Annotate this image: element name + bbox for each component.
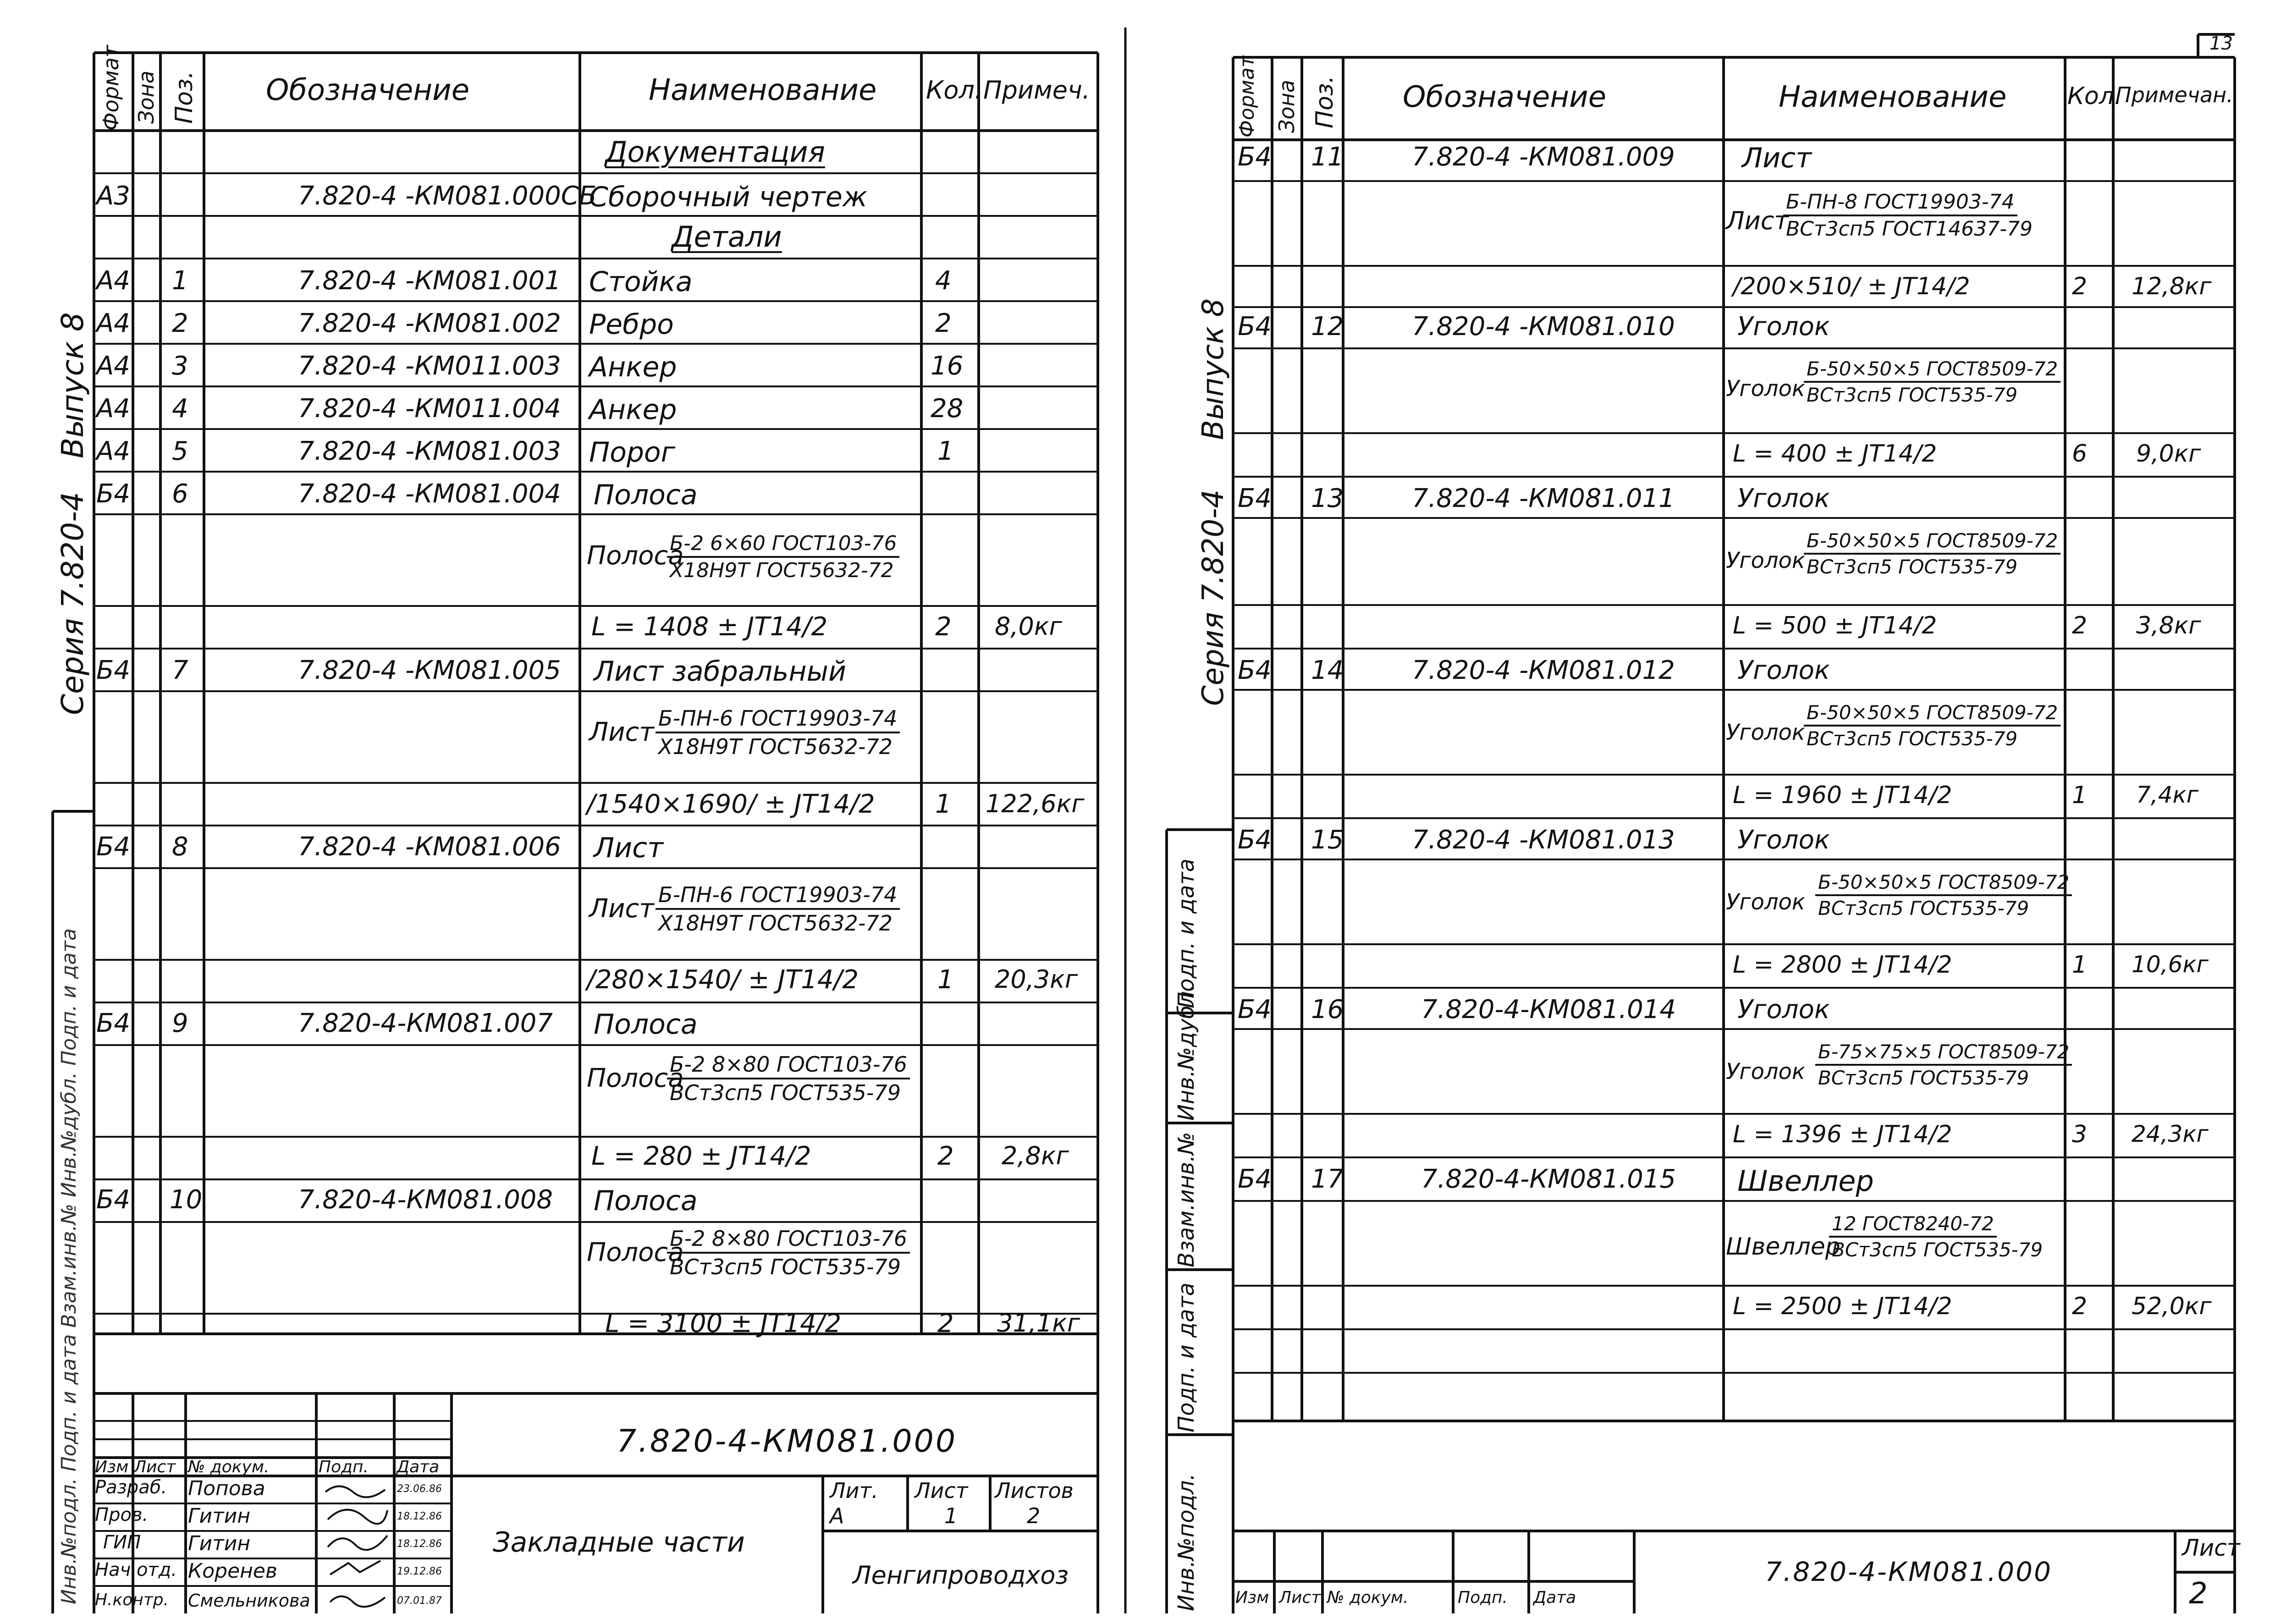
table-row-qty: 1: [937, 436, 954, 466]
table-row-designation: 7.820-4 -КМ081.003: [298, 436, 561, 466]
material-prefix: Уголок: [1726, 376, 1805, 402]
table-row-format: Б4: [1238, 655, 1272, 685]
table-row-name: Лист: [594, 832, 664, 864]
table-row-name: Уголок: [1737, 484, 1830, 513]
date: 23.06.86: [397, 1483, 442, 1495]
table-row-format: А4: [96, 436, 130, 466]
material-spec: Б-2 8×80 ГОСТ103-76 ВСт3сп5 ГОСТ535-79: [667, 1226, 910, 1279]
col-podp: Подп.: [1458, 1588, 1508, 1607]
header-zone: Зона: [1274, 80, 1299, 133]
header-name: Наименование: [1779, 80, 2007, 114]
header-pos: Поз.: [1311, 75, 1339, 128]
table-row-format: Б4: [1238, 995, 1272, 1024]
table-row-designation: 7.820-4 -КМ081.004: [298, 479, 561, 509]
table-row-designation: 7.820-4 -КМ011.004: [298, 394, 561, 424]
table-row-pos: 7: [172, 655, 188, 685]
material-note: 7,4кг: [2136, 782, 2198, 808]
table-row-designation: 7.820-4 -КМ081.012: [1412, 655, 1675, 685]
table-row-pos: 11: [1311, 142, 1344, 172]
table-row-designation: 7.820-4 -КМ081.005: [298, 655, 561, 685]
table-row-designation: 7.820-4-КМ081.008: [298, 1185, 553, 1215]
material-size: L = 500 ± ЈТ14/2: [1733, 612, 1937, 639]
person: Смельникова: [188, 1591, 310, 1611]
table-row-name: Лист: [1742, 142, 1812, 174]
material-size: /200×510/ ± ЈТ14/2: [1733, 273, 1970, 300]
material-prefix: Лист: [589, 717, 654, 747]
side-seria: Серия 7.820-4: [1196, 489, 1230, 706]
material-note: 52,0кг: [2132, 1293, 2212, 1320]
material-size: L = 2800 ± ЈТ14/2: [1733, 951, 1952, 979]
table-row-designation: 7.820-4 -КМ081.001: [298, 266, 561, 296]
material-qty: 2: [937, 1141, 954, 1171]
material-note: 122,6кг: [986, 789, 1085, 818]
col-izm: Изм: [95, 1458, 129, 1476]
col-podp: Подп.: [319, 1458, 369, 1476]
material-note: 24,3кг: [2132, 1121, 2209, 1147]
margin-stamp: Инв.№подл. Подп. и дата Взам.инв.№ Инв.№дубл. Подп. и дата: [57, 928, 81, 1604]
stamp-vzam-inv: Взам.инв.№: [1174, 1132, 1199, 1267]
table-row-format: Б4: [1238, 825, 1272, 855]
material-spec: 12 ГОСТ8240-72 ВСт3сп5 ГОСТ535-79: [1829, 1212, 2045, 1261]
table-row-name: Анкер: [589, 351, 677, 383]
material-prefix: Уголок: [1726, 548, 1805, 573]
table-row-pos: 10: [170, 1185, 203, 1215]
header-pos: Поз.: [171, 71, 198, 124]
material-qty: 2: [935, 612, 952, 642]
signatures: [321, 1478, 392, 1611]
table-row-qty: 16: [931, 351, 964, 381]
table-row-designation: 7.820-4-КМ081.014: [1421, 995, 1676, 1024]
table-row-format: А4: [96, 351, 130, 381]
material-qty: 1: [2072, 782, 2088, 809]
table-row-designation: 7.820-4 -КМ081.002: [298, 308, 561, 338]
list-label: Лист: [2182, 1535, 2240, 1561]
doc-title: Закладные части: [493, 1526, 745, 1558]
table-row-name: Ребро: [589, 308, 674, 341]
material-prefix: Уголок: [1726, 720, 1805, 745]
table-row-name: Швеллер: [1737, 1164, 1874, 1198]
material-size: L = 1408 ± ЈТ14/2: [591, 612, 828, 642]
material-spec: Б-75×75×5 ГОСТ8509-72 ВСт3сп5 ГОСТ535-79: [1815, 1040, 2072, 1089]
col-ndok: № докум.: [188, 1458, 270, 1476]
table-row-name: Уголок: [1737, 995, 1830, 1024]
table-row-qty: 4: [935, 266, 952, 296]
table-row-designation: 7.820-4-КМ081.015: [1421, 1164, 1676, 1194]
date: 18.12.86: [397, 1511, 442, 1522]
table-row-pos: 6: [172, 479, 188, 509]
table-row-designation: 7.820-4 -КМ081.013: [1412, 825, 1675, 855]
person: Попова: [188, 1477, 265, 1500]
section-documentation: Документация: [605, 135, 825, 169]
material-spec: Б-2 8×80 ГОСТ103-76 ВСт3сп5 ГОСТ535-79: [667, 1052, 910, 1105]
org-name: Ленгипроводхоз: [853, 1561, 1069, 1590]
table-row-name: Сборочный чертеж: [589, 181, 867, 213]
table-row-format: А4: [96, 394, 130, 424]
col-izm: Изм: [1235, 1588, 1269, 1607]
col-list: Лист: [1279, 1588, 1321, 1607]
material-prefix: Уголок: [1726, 889, 1805, 915]
material-qty: 2: [2072, 273, 2088, 300]
table-row-pos: 8: [172, 832, 188, 862]
table-row-format: Б4: [96, 832, 131, 862]
material-size: /280×1540/ ± ЈТ14/2: [587, 965, 859, 995]
material-note: 9,0кг: [2136, 440, 2201, 468]
date: 19.12.86: [397, 1566, 442, 1577]
role: Пров.: [95, 1504, 149, 1525]
material-spec: Б-50×50×5 ГОСТ8509-72 ВСт3сп5 ГОСТ535-79: [1804, 701, 2061, 750]
material-qty: 2: [2072, 1293, 2088, 1320]
table-row-name: Полоса: [594, 1185, 698, 1217]
table-row-name: Полоса: [594, 1008, 698, 1040]
table-row-pos: 13: [1311, 484, 1344, 513]
person: Гитин: [188, 1504, 251, 1528]
listov-label: Листов: [995, 1478, 1074, 1503]
doc-code: 7.820-4-КМ081.000: [617, 1423, 958, 1459]
table-row-format: Б4: [1238, 1164, 1272, 1194]
material-qty: 6: [2072, 440, 2088, 468]
material-size: /1540×1690/ ± ЈТ14/2: [587, 789, 875, 819]
header-qty: Кол.: [2067, 83, 2122, 110]
side-vypusk: Выпуск 8: [55, 312, 90, 458]
col-ndok: № докум.: [1327, 1588, 1409, 1607]
material-qty: 1: [937, 965, 954, 995]
date: 07.01.87: [397, 1595, 442, 1607]
table-row-pos: 16: [1311, 995, 1344, 1024]
material-spec: Б-50×50×5 ГОСТ8509-72 ВСт3сп5 ГОСТ535-79: [1804, 358, 2061, 406]
table-row-name: Уголок: [1737, 655, 1830, 685]
list-label: Лист: [915, 1478, 968, 1503]
table-row-pos: 5: [172, 436, 188, 466]
table-row-pos: 14: [1311, 655, 1344, 685]
table-row-pos: 4: [172, 394, 188, 424]
material-note: 3,8кг: [2136, 612, 2201, 639]
col-data: Дата: [1533, 1588, 1576, 1607]
material-size: L = 400 ± ЈТ14/2: [1733, 440, 1937, 468]
section-details: Детали: [672, 220, 782, 253]
stamp-podp-data-2: Подп. и дата: [1174, 1283, 1199, 1432]
stamp-inv-dubl: Инв.№дубл.: [1174, 984, 1199, 1121]
table-row-name: Уголок: [1737, 825, 1830, 855]
list-value: 2: [2189, 1577, 2208, 1611]
material-prefix: Полоса: [587, 541, 684, 571]
header-name: Наименование: [649, 73, 877, 107]
table-row-name: Лист забральный: [594, 655, 846, 688]
table-row-qty: 28: [931, 394, 964, 424]
table-row-name: Стойка: [589, 266, 693, 298]
material-prefix: Уголок: [1726, 1059, 1805, 1085]
table-row-name: Полоса: [594, 479, 698, 511]
date: 18.12.86: [397, 1538, 442, 1550]
table-row-pos: 1: [172, 266, 188, 296]
table-row-format: А4: [96, 308, 130, 338]
col-data: Дата: [397, 1458, 440, 1476]
table-row-designation: 7.820-4 -КМ081.011: [1412, 484, 1675, 513]
table-row-pos: 15: [1311, 825, 1344, 855]
header-qty: Кол.: [926, 76, 983, 105]
doc-code: 7.820-4-КМ081.000: [1765, 1556, 2052, 1587]
material-qty: 2: [2072, 612, 2088, 639]
list-value: 1: [944, 1503, 958, 1528]
material-size: L = 280 ± ЈТ14/2: [591, 1141, 811, 1171]
table-row-format: А3: [96, 181, 130, 211]
material-size: L = 1396 ± ЈТ14/2: [1733, 1121, 1952, 1148]
material-qty: 1: [2072, 951, 2088, 979]
role: Разраб.: [95, 1477, 167, 1498]
material-qty: 1: [935, 789, 952, 819]
table-row-format: Б4: [1238, 484, 1272, 513]
table-row-format: Б4: [96, 479, 131, 509]
table-row-format: Б4: [96, 1185, 131, 1215]
table-row-name: Уголок: [1737, 312, 1830, 341]
header-note: Примечан.: [2116, 83, 2233, 107]
table-row-pos: 3: [172, 351, 188, 381]
table-row-format: Б4: [96, 655, 131, 685]
page-number: 13: [2209, 33, 2233, 54]
side-seria: Серия 7.820-4: [55, 492, 90, 715]
lit-label: Лит.: [830, 1478, 878, 1503]
role: Н.контр.: [95, 1591, 169, 1609]
material-prefix: Полоса: [587, 1238, 684, 1267]
material-prefix: Лист: [589, 894, 654, 924]
material-note: 10,6кг: [2132, 951, 2209, 978]
table-row-designation: 7.820-4 -КМ081.009: [1412, 142, 1675, 172]
lit-value: А: [830, 1503, 844, 1528]
material-size: L = 3100 ± ЈТ14/2: [605, 1309, 842, 1338]
material-spec: Б-ПН-8 ГОСТ19903-74 ВСт3сп5 ГОСТ14637-79: [1783, 190, 2035, 241]
table-row-qty: 2: [935, 308, 952, 338]
role: ГИП: [103, 1532, 141, 1553]
header-designation: Обозначение: [266, 73, 470, 107]
person: Коренев: [188, 1559, 277, 1583]
person: Гитин: [188, 1532, 251, 1555]
table-row-designation: 7.820-4 -КМ081.006: [298, 832, 561, 862]
table-row-format: Б4: [96, 1008, 131, 1038]
table-row-designation: 7.820-4 -КМ011.003: [298, 351, 561, 381]
material-note: 8,0кг: [995, 612, 1062, 641]
table-row-pos: 9: [172, 1008, 188, 1038]
role: Нач.отд.: [95, 1559, 177, 1580]
table-row-designation: 7.820-4-КМ081.007: [298, 1008, 553, 1038]
table-row-name: Порог: [589, 436, 676, 468]
material-qty: 3: [2072, 1121, 2088, 1148]
table-row-format: А4: [96, 266, 130, 296]
header-designation: Обозначение: [1403, 80, 1607, 114]
material-size: L = 1960 ± ЈТ14/2: [1733, 782, 1952, 809]
header-zone: Зона: [134, 71, 159, 124]
stamp-podp-data: Подп. и дата: [1174, 859, 1199, 1008]
table-row-pos: 12: [1311, 312, 1344, 341]
material-prefix: Полоса: [587, 1063, 684, 1093]
material-spec: Б-2 6×60 ГОСТ103-76 Х18Н9Т ГОСТ5632-72: [667, 532, 899, 582]
table-row-format: Б4: [1238, 142, 1272, 172]
material-note: 12,8кг: [2132, 273, 2212, 300]
table-row-pos: 2: [172, 308, 188, 338]
material-note: 2,8кг: [1002, 1141, 1069, 1170]
material-prefix: Лист: [1726, 206, 1789, 235]
material-spec: Б-50×50×5 ГОСТ8509-72 ВСт3сп5 ГОСТ535-79: [1804, 529, 2061, 578]
material-size: L = 2500 ± ЈТ14/2: [1733, 1293, 1952, 1320]
table-row-format: Б4: [1238, 312, 1272, 341]
material-prefix: Швеллер: [1726, 1233, 1840, 1261]
header-format: Формат: [1235, 55, 1259, 138]
stamp-inv-podl: Инв.№подл.: [1174, 1473, 1199, 1611]
table-row-designation: 7.820-4 -КМ081.000СБ: [298, 181, 597, 211]
header-note: Примеч.: [983, 76, 1091, 105]
table-row-pos: 17: [1311, 1164, 1344, 1194]
material-spec: Б-ПН-6 ГОСТ19903-74 Х18Н9Т ГОСТ5632-72: [656, 706, 900, 759]
material-note: 20,3кг: [995, 965, 1078, 994]
material-qty: 2: [937, 1309, 954, 1338]
material-spec: Б-50×50×5 ГОСТ8509-72 ВСт3сп5 ГОСТ535-79: [1815, 871, 2072, 919]
col-list: Лист: [134, 1458, 176, 1476]
table-row-name: Анкер: [589, 394, 677, 426]
material-note: 31,1кг: [997, 1309, 1080, 1338]
table-row-designation: 7.820-4 -КМ081.010: [1412, 312, 1675, 341]
listov-value: 2: [1027, 1503, 1041, 1528]
material-spec: Б-ПН-6 ГОСТ19903-74 Х18Н9Т ГОСТ5632-72: [656, 882, 900, 936]
header-format: Формат: [99, 45, 123, 131]
side-vypusk: Выпуск 8: [1196, 298, 1230, 440]
